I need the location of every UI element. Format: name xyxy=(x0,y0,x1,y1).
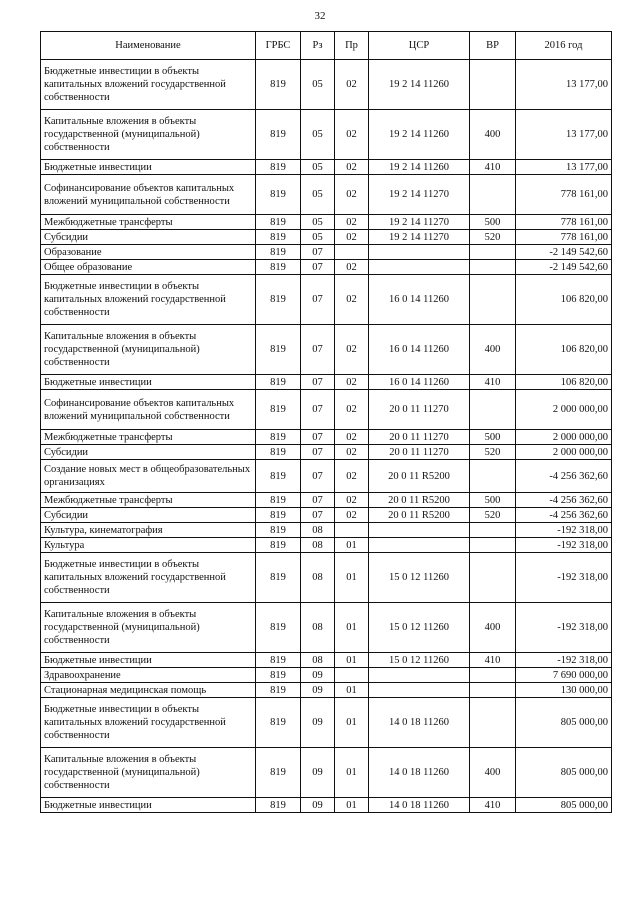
row-grbs: 819 xyxy=(256,430,301,445)
table-row xyxy=(41,653,612,668)
row-amount: 106 820,00 xyxy=(516,375,612,390)
row-csr: 19 2 14 11260 xyxy=(369,60,470,110)
row-rz: 05 xyxy=(301,175,335,215)
row-amount: 805 000,00 xyxy=(516,698,612,748)
row-name: Межбюджетные трансферты xyxy=(41,493,256,508)
row-amount: 13 177,00 xyxy=(516,60,612,110)
row-grbs: 819 xyxy=(256,390,301,430)
row-csr: 14 0 18 11260 xyxy=(369,798,470,813)
row-grbs: 819 xyxy=(256,175,301,215)
row-pr: 02 xyxy=(335,493,369,508)
row-grbs: 819 xyxy=(256,260,301,275)
row-name: Бюджетные инвестиции в объекты капитальных вложений государственной собственности xyxy=(41,60,256,110)
table-row xyxy=(41,798,612,813)
row-pr: 01 xyxy=(335,748,369,798)
row-csr: 15 0 12 11260 xyxy=(369,653,470,668)
row-amount: 778 161,00 xyxy=(516,230,612,245)
row-vr: 410 xyxy=(470,160,516,175)
row-grbs: 819 xyxy=(256,508,301,523)
row-amount: 130 000,00 xyxy=(516,683,612,698)
row-vr xyxy=(470,60,516,110)
row-name: Капитальные вложения в объекты государственной (муниципальной) собственности xyxy=(41,325,256,375)
row-pr: 02 xyxy=(335,60,369,110)
table-row xyxy=(41,460,612,493)
row-amount: -192 318,00 xyxy=(516,538,612,553)
row-csr: 20 0 11 11270 xyxy=(369,390,470,430)
row-vr xyxy=(470,553,516,603)
row-name: Культура xyxy=(41,538,256,553)
row-csr xyxy=(369,683,470,698)
row-name: Образование xyxy=(41,245,256,260)
row-name: Межбюджетные трансферты xyxy=(41,430,256,445)
row-name: Создание новых мест в общеобразовательных организациях xyxy=(41,460,256,493)
row-rz: 07 xyxy=(301,245,335,260)
table-row xyxy=(41,60,612,110)
row-pr: 02 xyxy=(335,390,369,430)
row-rz: 08 xyxy=(301,553,335,603)
row-vr: 400 xyxy=(470,110,516,160)
row-name: Культура, кинематография xyxy=(41,523,256,538)
row-name: Бюджетные инвестиции xyxy=(41,160,256,175)
row-rz: 05 xyxy=(301,160,335,175)
row-name: Здравоохранение xyxy=(41,668,256,683)
table-row xyxy=(41,698,612,748)
page-number: 32 xyxy=(314,10,326,22)
row-rz: 07 xyxy=(301,430,335,445)
row-grbs: 819 xyxy=(256,230,301,245)
row-grbs: 819 xyxy=(256,245,301,260)
row-csr: 19 2 14 11270 xyxy=(369,215,470,230)
table-row xyxy=(41,523,612,538)
table-row xyxy=(41,603,612,653)
row-csr: 20 0 11 R5200 xyxy=(369,460,470,493)
row-pr: 02 xyxy=(335,110,369,160)
row-name: Стационарная медицинская помощь xyxy=(41,683,256,698)
row-grbs: 819 xyxy=(256,698,301,748)
row-vr: 400 xyxy=(470,748,516,798)
row-vr xyxy=(470,460,516,493)
row-vr: 500 xyxy=(470,215,516,230)
header-name: Наименование xyxy=(41,32,256,60)
row-vr: 400 xyxy=(470,325,516,375)
row-grbs: 819 xyxy=(256,538,301,553)
row-name: Субсидии xyxy=(41,230,256,245)
header-rz: Рз xyxy=(301,32,335,60)
row-csr: 16 0 14 11260 xyxy=(369,325,470,375)
row-pr: 02 xyxy=(335,325,369,375)
row-rz: 07 xyxy=(301,493,335,508)
row-pr: 02 xyxy=(335,260,369,275)
header-grbs: ГРБС xyxy=(256,32,301,60)
row-amount: -2 149 542,60 xyxy=(516,245,612,260)
row-pr: 02 xyxy=(335,215,369,230)
row-rz: 08 xyxy=(301,523,335,538)
row-csr: 20 0 11 R5200 xyxy=(369,508,470,523)
row-grbs: 819 xyxy=(256,445,301,460)
row-csr: 14 0 18 11260 xyxy=(369,698,470,748)
row-csr: 15 0 12 11260 xyxy=(369,553,470,603)
row-grbs: 819 xyxy=(256,60,301,110)
row-pr: 02 xyxy=(335,230,369,245)
row-pr: 02 xyxy=(335,430,369,445)
row-pr: 01 xyxy=(335,538,369,553)
row-rz: 07 xyxy=(301,460,335,493)
row-csr: 20 0 11 11270 xyxy=(369,430,470,445)
row-csr xyxy=(369,260,470,275)
row-rz: 09 xyxy=(301,748,335,798)
row-vr xyxy=(470,245,516,260)
row-rz: 08 xyxy=(301,538,335,553)
row-name: Софинансирование объектов капитальных вложений муниципальной собственности xyxy=(41,390,256,430)
row-vr: 500 xyxy=(470,493,516,508)
row-grbs: 819 xyxy=(256,493,301,508)
row-amount: 2 000 000,00 xyxy=(516,430,612,445)
row-csr xyxy=(369,538,470,553)
row-vr: 410 xyxy=(470,653,516,668)
table-row xyxy=(41,245,612,260)
row-vr xyxy=(470,683,516,698)
table-row xyxy=(41,230,612,245)
row-grbs: 819 xyxy=(256,460,301,493)
row-name: Общее образование xyxy=(41,260,256,275)
row-grbs: 819 xyxy=(256,523,301,538)
row-csr: 20 0 11 11270 xyxy=(369,445,470,460)
row-grbs: 819 xyxy=(256,275,301,325)
row-rz: 07 xyxy=(301,390,335,430)
table-row xyxy=(41,668,612,683)
row-pr: 01 xyxy=(335,683,369,698)
row-csr: 14 0 18 11260 xyxy=(369,748,470,798)
row-vr xyxy=(470,390,516,430)
row-name: Капитальные вложения в объекты государственной (муниципальной) собственности xyxy=(41,110,256,160)
row-name: Бюджетные инвестиции в объекты капитальных вложений государственной собственности xyxy=(41,553,256,603)
row-vr xyxy=(470,275,516,325)
row-amount: 13 177,00 xyxy=(516,160,612,175)
row-name: Капитальные вложения в объекты государственной (муниципальной) собственности xyxy=(41,748,256,798)
row-amount: -4 256 362,60 xyxy=(516,493,612,508)
header-pr: Пр xyxy=(335,32,369,60)
row-grbs: 819 xyxy=(256,798,301,813)
row-grbs: 819 xyxy=(256,653,301,668)
row-vr xyxy=(470,523,516,538)
row-vr: 410 xyxy=(470,798,516,813)
row-amount: -192 318,00 xyxy=(516,653,612,668)
row-csr: 16 0 14 11260 xyxy=(369,275,470,325)
row-vr: 400 xyxy=(470,603,516,653)
table-row xyxy=(41,110,612,160)
row-amount: 2 000 000,00 xyxy=(516,445,612,460)
row-grbs: 819 xyxy=(256,375,301,390)
row-vr xyxy=(470,260,516,275)
row-vr xyxy=(470,698,516,748)
row-pr: 02 xyxy=(335,508,369,523)
row-amount: 2 000 000,00 xyxy=(516,390,612,430)
table-row xyxy=(41,508,612,523)
row-rz: 07 xyxy=(301,260,335,275)
row-grbs: 819 xyxy=(256,215,301,230)
row-amount: 13 177,00 xyxy=(516,110,612,160)
row-amount: 106 820,00 xyxy=(516,275,612,325)
row-csr: 20 0 11 R5200 xyxy=(369,493,470,508)
row-csr: 19 2 14 11270 xyxy=(369,230,470,245)
row-csr xyxy=(369,668,470,683)
row-rz: 09 xyxy=(301,668,335,683)
table-row xyxy=(41,445,612,460)
row-amount: 778 161,00 xyxy=(516,175,612,215)
row-pr: 01 xyxy=(335,653,369,668)
row-csr: 16 0 14 11260 xyxy=(369,375,470,390)
row-grbs: 819 xyxy=(256,668,301,683)
row-amount: 778 161,00 xyxy=(516,215,612,230)
budget-table xyxy=(40,31,612,813)
table-row xyxy=(41,748,612,798)
row-amount: -192 318,00 xyxy=(516,553,612,603)
row-vr: 500 xyxy=(470,430,516,445)
row-rz: 05 xyxy=(301,215,335,230)
row-grbs: 819 xyxy=(256,748,301,798)
row-pr: 02 xyxy=(335,175,369,215)
row-name: Капитальные вложения в объекты государственной (муниципальной) собственности xyxy=(41,603,256,653)
row-amount: 106 820,00 xyxy=(516,325,612,375)
table-row xyxy=(41,375,612,390)
table-row xyxy=(41,538,612,553)
row-rz: 09 xyxy=(301,698,335,748)
row-rz: 07 xyxy=(301,445,335,460)
row-grbs: 819 xyxy=(256,603,301,653)
row-pr: 02 xyxy=(335,460,369,493)
row-vr: 410 xyxy=(470,375,516,390)
row-pr: 02 xyxy=(335,275,369,325)
row-name: Бюджетные инвестиции xyxy=(41,798,256,813)
row-amount: 805 000,00 xyxy=(516,748,612,798)
table-row xyxy=(41,493,612,508)
table-row xyxy=(41,260,612,275)
row-name: Бюджетные инвестиции xyxy=(41,653,256,668)
row-name: Софинансирование объектов капитальных вложений муниципальной собственности xyxy=(41,175,256,215)
row-rz: 09 xyxy=(301,798,335,813)
row-amount: -2 149 542,60 xyxy=(516,260,612,275)
header-vr: ВР xyxy=(470,32,516,60)
row-vr xyxy=(470,538,516,553)
row-amount: -192 318,00 xyxy=(516,523,612,538)
table-row xyxy=(41,175,612,215)
row-pr: 02 xyxy=(335,160,369,175)
row-grbs: 819 xyxy=(256,683,301,698)
row-pr xyxy=(335,245,369,260)
row-amount: -192 318,00 xyxy=(516,603,612,653)
row-amount: 805 000,00 xyxy=(516,798,612,813)
table-row xyxy=(41,553,612,603)
row-rz: 08 xyxy=(301,653,335,668)
table-row xyxy=(41,325,612,375)
row-pr xyxy=(335,523,369,538)
row-rz: 05 xyxy=(301,110,335,160)
row-rz: 07 xyxy=(301,275,335,325)
row-name: Субсидии xyxy=(41,508,256,523)
row-grbs: 819 xyxy=(256,110,301,160)
row-name: Межбюджетные трансферты xyxy=(41,215,256,230)
row-pr: 01 xyxy=(335,553,369,603)
row-name: Бюджетные инвестиции xyxy=(41,375,256,390)
row-csr: 15 0 12 11260 xyxy=(369,603,470,653)
row-vr: 520 xyxy=(470,230,516,245)
row-pr: 01 xyxy=(335,603,369,653)
header-csr: ЦСР xyxy=(369,32,470,60)
row-pr: 02 xyxy=(335,375,369,390)
row-name: Бюджетные инвестиции в объекты капитальных вложений государственной собственности xyxy=(41,275,256,325)
table-row xyxy=(41,160,612,175)
row-name: Бюджетные инвестиции в объекты капитальных вложений государственной собственности xyxy=(41,698,256,748)
row-rz: 05 xyxy=(301,230,335,245)
row-name: Субсидии xyxy=(41,445,256,460)
row-rz: 07 xyxy=(301,375,335,390)
table-header-row xyxy=(41,32,612,60)
table-row xyxy=(41,275,612,325)
row-csr: 19 2 14 11270 xyxy=(369,175,470,215)
row-pr xyxy=(335,668,369,683)
row-rz: 08 xyxy=(301,603,335,653)
row-vr: 520 xyxy=(470,508,516,523)
table-row xyxy=(41,390,612,430)
row-vr xyxy=(470,175,516,215)
row-pr: 01 xyxy=(335,798,369,813)
row-rz: 07 xyxy=(301,325,335,375)
row-amount: -4 256 362,60 xyxy=(516,460,612,493)
row-vr xyxy=(470,668,516,683)
row-vr: 520 xyxy=(470,445,516,460)
row-grbs: 819 xyxy=(256,325,301,375)
row-grbs: 819 xyxy=(256,160,301,175)
table-row xyxy=(41,215,612,230)
row-csr xyxy=(369,523,470,538)
row-csr xyxy=(369,245,470,260)
row-pr: 02 xyxy=(335,445,369,460)
row-amount: 7 690 000,00 xyxy=(516,668,612,683)
header-amount: 2016 год xyxy=(516,32,612,60)
row-pr: 01 xyxy=(335,698,369,748)
row-amount: -4 256 362,60 xyxy=(516,508,612,523)
row-rz: 09 xyxy=(301,683,335,698)
row-rz: 05 xyxy=(301,60,335,110)
row-rz: 07 xyxy=(301,508,335,523)
table-row xyxy=(41,430,612,445)
row-csr: 19 2 14 11260 xyxy=(369,110,470,160)
table-row xyxy=(41,683,612,698)
row-csr: 19 2 14 11260 xyxy=(369,160,470,175)
row-grbs: 819 xyxy=(256,553,301,603)
